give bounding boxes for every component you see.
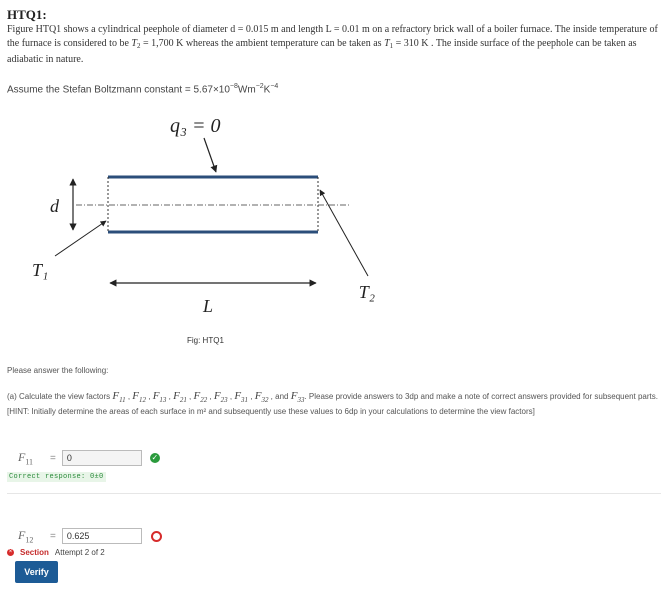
please-answer: Please answer the following:: [7, 366, 109, 375]
stefan-mid: Wm: [237, 84, 256, 96]
view-factor-F22: $F_{22}$: [193, 390, 208, 405]
stefan-exp1: −8: [229, 83, 238, 90]
t2-arrow: [320, 190, 368, 276]
answer-row-f11: [18, 450, 160, 466]
answer-input-f11[interactable]: 0: [62, 450, 142, 466]
f33-sub: 33: [297, 396, 305, 405]
error-dot-icon: ×: [8, 549, 13, 555]
stefan-k: K: [263, 84, 271, 96]
answer-label-f12: [18, 528, 44, 544]
part-a-text: [7, 391, 659, 417]
check-icon: ✓: [151, 453, 159, 463]
stefan-prefix: Assume the Stefan Boltzmann constant = 5.67×10: [7, 84, 230, 96]
intro-part-c: = 310 K . The inside surface of the peephole can be taken as adiabatic in nature.: [7, 37, 637, 65]
t1-arrow: [55, 221, 106, 256]
view-factor-F31: $F_{31}$: [234, 390, 249, 405]
stefan-exp3: −4: [270, 83, 279, 90]
q3-arrow: [204, 138, 216, 172]
answer-input-f12[interactable]: 0.625: [62, 528, 142, 544]
question-title: HTQ1:: [7, 7, 47, 22]
f12-label-sub: 12: [25, 535, 34, 545]
correct-response: Correct response: 0±0: [9, 473, 104, 481]
view-factor-F23: $F_{23}$: [213, 390, 228, 405]
t2-symbol: T: [131, 37, 137, 49]
intro-part-a: Figure HTQ1 shows a cylindrical peephole of diameter d = 0.015 m and length L = 0.01 m on a refractory brick wall of a boiler furnace. The inside temperature of the furnace is considered to be: [7, 24, 658, 49]
stefan-exp2: −2: [255, 83, 264, 90]
part-a-suffix: . Please provide answers to 3dp and make a note of correct answers provided for subsequent parts. [HINT: Initially determine the areas of each surface in m² and subsequently use these values to 6dp in your calculations to determine the view factors]: [7, 392, 658, 417]
verify-button[interactable]: Verify: [15, 561, 58, 583]
f33-sym: F: [290, 390, 298, 402]
error-icon: [151, 531, 162, 542]
f11-label-sym: F: [18, 450, 26, 464]
view-factor-F12: $F_{12}$: [132, 390, 147, 405]
t1-sub: 1: [389, 41, 394, 50]
and-word: and: [275, 392, 289, 401]
q3-label: q₃ = 0: [170, 115, 221, 137]
view-factor-F21: $F_{21}$: [173, 390, 187, 405]
intro-part-b: = 1,700 K whereas the ambient temperature can be taken as: [140, 37, 385, 49]
view-factor-F32: $F_{32}$: [254, 390, 269, 405]
d-label: d: [50, 196, 59, 216]
answer-row-f12: [18, 528, 162, 544]
view-factor-F13: $F_{13}$: [152, 390, 167, 405]
equals-sign: =: [50, 452, 56, 464]
part-a-prefix: (a) Calculate the view factors: [7, 392, 111, 401]
figure-caption: Fig: HTQ1: [187, 336, 224, 345]
section-label: Section: [20, 548, 49, 557]
f11-label-sub: 11: [25, 457, 34, 467]
view-factor-F33: [290, 390, 305, 405]
section-status: [7, 548, 105, 557]
f12-label-sym: F: [18, 528, 26, 542]
stefan-constant: [7, 83, 278, 95]
t1-label: T₁: [32, 260, 49, 280]
peephole-figure: [20, 108, 380, 336]
answer-label-f11: [18, 450, 44, 466]
question-text: [7, 23, 659, 67]
divider: [7, 493, 661, 494]
t2-label: T₂: [358, 282, 375, 302]
view-factor-list: $F_{11}$ , $F_{12}$ , $F_{13}$ , $F_{21}$ , $F_{22}$ , $F_{23}$ , $F_{31}$ , $F_{32}$ ,: [112, 390, 276, 405]
view-factor-F11: $F_{11}$: [112, 390, 126, 405]
attempt-counter: Attempt 2 of 2: [54, 548, 105, 557]
equals-sign: =: [50, 530, 56, 542]
L-label: L: [203, 296, 214, 316]
t2-sub: 2: [136, 41, 141, 50]
t1-symbol: T: [384, 37, 390, 49]
